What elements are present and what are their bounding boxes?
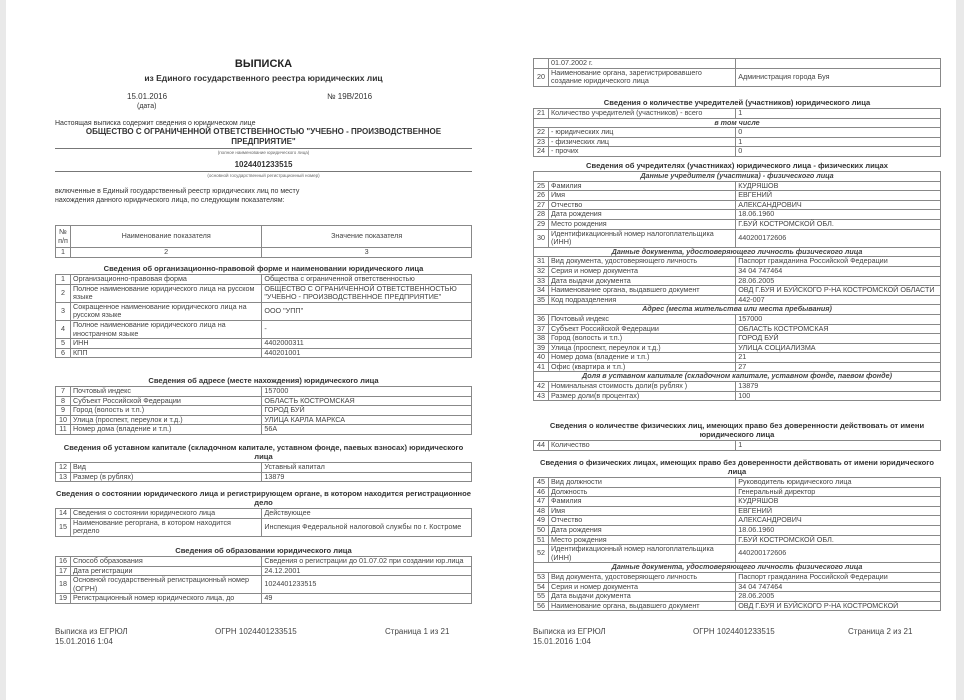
- table-row: [534, 601, 941, 611]
- row-value: Г.БУЙ КОСТРОМСКОЙ ОБЛ.: [736, 219, 941, 229]
- row-number: 1: [56, 275, 71, 285]
- header-num-1: 1: [56, 248, 71, 258]
- row-number: 33: [534, 276, 549, 286]
- table-row: [534, 572, 941, 582]
- row-value: Инспекция Федеральной налоговой службы по г. Костроме: [262, 518, 472, 536]
- extract-date: 15.01.2016: [127, 92, 168, 101]
- table-subheader: в том числе: [534, 118, 941, 128]
- row-value: 157000: [262, 387, 472, 397]
- table-row: [534, 137, 941, 147]
- row-number: 7: [56, 387, 71, 397]
- row-value: -: [262, 320, 472, 338]
- row-value: 24.12.2001: [262, 566, 472, 576]
- row-number: 23: [534, 137, 549, 147]
- row-number: 47: [534, 497, 549, 507]
- row-value: ГОРОД БУЙ: [736, 334, 941, 344]
- table-subheader: Адрес (места жительства или места пребывания): [534, 305, 941, 315]
- row-label: Отчество: [549, 516, 736, 526]
- table-row: [534, 478, 941, 488]
- document-subtitle: из Единого государственного реестра юридических лиц: [144, 73, 383, 83]
- row-number: 13: [56, 472, 71, 482]
- row-value: 13879: [262, 472, 472, 482]
- row-label: - физических лиц: [549, 137, 736, 147]
- table-row: [534, 219, 941, 229]
- row-value: 100: [736, 391, 941, 401]
- row-label: Наименование органа, выдавшего документ: [549, 601, 736, 611]
- table-row: [56, 275, 472, 285]
- table-row: [534, 68, 941, 86]
- document-page-2: [533, 0, 941, 700]
- row-value: 34 04 747464: [736, 582, 941, 592]
- section-title: Сведения об уставном капитале (складочном капитале, уставном фонде, паевых взносах) юридического лица: [63, 443, 464, 461]
- table-row: [534, 229, 941, 247]
- row-value: 28.06.2005: [736, 276, 941, 286]
- row-number: 15: [56, 518, 71, 536]
- row-number: 38: [534, 334, 549, 344]
- row-number: 3: [56, 302, 71, 320]
- row-label: Имя: [549, 191, 736, 201]
- row-label: Наименование органа, выдавшего документ: [549, 286, 736, 296]
- extract-date-hint: (дата): [137, 103, 157, 110]
- table-row: [56, 509, 472, 519]
- footer-source: [533, 627, 606, 647]
- table-subheader: Данные документа, удостоверяющего личность физического лица: [534, 563, 941, 573]
- row-number: 6: [56, 348, 71, 358]
- table-row: [534, 545, 941, 563]
- section-title: Сведения об образовании юридического лица: [175, 546, 352, 555]
- section-table: [55, 386, 472, 435]
- section: [55, 376, 472, 435]
- row-value: 49: [262, 594, 472, 604]
- table-row: [56, 348, 472, 358]
- row-number: 37: [534, 324, 549, 334]
- row-number: 27: [534, 200, 549, 210]
- row-number: 42: [534, 382, 549, 392]
- table-row: [534, 181, 941, 191]
- row-number: 28: [534, 210, 549, 220]
- row-number: 18: [56, 576, 71, 594]
- row-value: ГОРОД БУЙ: [262, 406, 472, 416]
- table-row: [56, 406, 472, 416]
- table-row: [534, 441, 941, 451]
- row-value: 21: [736, 353, 941, 363]
- table-row: [534, 191, 941, 201]
- row-label: Офис (квартира и т.п.): [549, 362, 736, 372]
- row-number: 41: [534, 362, 549, 372]
- section-table: [533, 171, 941, 401]
- row-number: 55: [534, 592, 549, 602]
- table-row: [534, 286, 941, 296]
- section-table: [55, 462, 472, 482]
- row-value: ООО "УПП": [262, 302, 472, 320]
- row-label: Организационно-правовая форма: [71, 275, 262, 285]
- table-row: [534, 147, 941, 157]
- table-row: [534, 314, 941, 324]
- row-number: 22: [534, 128, 549, 138]
- table-row: [56, 463, 472, 473]
- table-subheader: Доля в уставном капитале (складочном капитале, уставном фонде, паевом фонде): [534, 372, 941, 382]
- row-value: 28.06.2005: [736, 592, 941, 602]
- company-name-line1: ОБЩЕСТВО С ОГРАНИЧЕННОЙ ОТВЕТСТВЕННОСТЬЮ "УЧЕБНО - ПРОИЗВОДСТВЕННОЕ: [85, 127, 442, 136]
- table-row: [534, 382, 941, 392]
- row-value: 18.06.1960: [736, 525, 941, 535]
- row-number: 56: [534, 601, 549, 611]
- row-label: Наименование органа, зарегистрировавшего создание юридического лица: [549, 68, 736, 86]
- section-table: [55, 556, 472, 604]
- row-label: Дата рождения: [549, 210, 736, 220]
- row-number: 44: [534, 441, 549, 451]
- row-label: Код подразделения: [549, 295, 736, 305]
- header-num-3: 3: [262, 248, 472, 258]
- row-label: 01.07.2002 г.: [549, 59, 736, 69]
- company-name-hint: (полное наименование юридического лица): [217, 150, 310, 155]
- row-label: Место рождения: [549, 219, 736, 229]
- row-number: 4: [56, 320, 71, 338]
- table-subheader: Данные документа, удостоверяющего личность физического лица: [534, 247, 941, 257]
- section-table: [533, 477, 941, 611]
- row-label: Имя: [549, 506, 736, 516]
- row-label: Способ образования: [71, 557, 262, 567]
- row-label: - прочих: [549, 147, 736, 157]
- table-row: [534, 353, 941, 363]
- row-value: Сведения о регистрации до 01.07.02 при создании юр.лица: [262, 557, 472, 567]
- row-value: АЛЕКСАНДРОВИЧ: [736, 516, 941, 526]
- row-value: Г.БУЙ КОСТРОМСКОЙ ОБЛ.: [736, 535, 941, 545]
- table-subheader-row: [534, 305, 941, 315]
- table-row: [56, 284, 472, 302]
- row-number: 35: [534, 295, 549, 305]
- row-value: 27: [736, 362, 941, 372]
- row-number: 10: [56, 415, 71, 425]
- row-label: Почтовый индекс: [549, 314, 736, 324]
- row-value: ОВД Г.БУЯ И БУЙСКОГО Р-НА КОСТРОМСКОЙ ОБЛАСТИ: [736, 286, 941, 296]
- row-label: Сведения о состоянии юридического лица: [71, 509, 262, 519]
- row-label: Должность: [549, 487, 736, 497]
- row-label: Номер дома (владение и т.п.): [71, 425, 262, 435]
- row-value: 157000: [736, 314, 941, 324]
- row-value: 1: [736, 109, 941, 119]
- row-number: [534, 59, 549, 69]
- row-number: 52: [534, 545, 549, 563]
- section: [533, 98, 941, 157]
- row-value: УЛИЦА КАРЛА МАРКСА: [262, 415, 472, 425]
- row-value: Паспорт гражданина Российской Федерации: [736, 572, 941, 582]
- section-title: Сведения о количестве учредителей (участников) юридического лица: [603, 98, 871, 107]
- row-label: Полное наименование юридического лица на иностранном языке: [71, 320, 262, 338]
- row-number: 11: [56, 425, 71, 435]
- footer-page-number: Страница 1 из 21: [385, 627, 450, 636]
- table-row: [56, 557, 472, 567]
- row-label: ИНН: [71, 339, 262, 349]
- row-value: АЛЕКСАНДРОВИЧ: [736, 200, 941, 210]
- row-value: 440201001: [262, 348, 472, 358]
- row-label: Место рождения: [549, 535, 736, 545]
- row-label: Дата выдачи документа: [549, 276, 736, 286]
- table-row: [56, 387, 472, 397]
- table-row: [534, 391, 941, 401]
- row-number: 54: [534, 582, 549, 592]
- row-value: 1: [736, 441, 941, 451]
- row-label: Улица (проспект, переулок и т.д.): [71, 415, 262, 425]
- table-row: [56, 518, 472, 536]
- row-label: Вид документа, удостоверяющего личность: [549, 257, 736, 267]
- table-row: [56, 472, 472, 482]
- table-row: [534, 487, 941, 497]
- row-number: 51: [534, 535, 549, 545]
- section: [533, 458, 941, 611]
- row-number: 31: [534, 257, 549, 267]
- row-value: 56А: [262, 425, 472, 435]
- row-number: 9: [56, 406, 71, 416]
- row-label: Город (волость и т.п.): [71, 406, 262, 416]
- row-label: Почтовый индекс: [71, 387, 262, 397]
- row-value: ЕВГЕНИЙ: [736, 191, 941, 201]
- table-subheader: Данные учредителя (участника) - физического лица: [534, 172, 941, 182]
- row-value: 442-007: [736, 295, 941, 305]
- row-label: Фамилия: [549, 497, 736, 507]
- header-col-number: № п/п: [56, 226, 71, 248]
- row-value: Уставный капитал: [262, 463, 472, 473]
- row-value: 0: [736, 147, 941, 157]
- section-table: [55, 274, 472, 358]
- row-number: 48: [534, 506, 549, 516]
- section-title: Сведения об организационно-правовой форме и наименовании юридического лица: [103, 264, 424, 273]
- footer-source-label: Выписка из ЕГРЮЛ: [55, 627, 128, 636]
- table-row: [56, 576, 472, 594]
- row-number: 36: [534, 314, 549, 324]
- row-number: 16: [56, 557, 71, 567]
- row-number: 30: [534, 229, 549, 247]
- ogrn-value: 1024401233515: [55, 160, 472, 172]
- section: [533, 161, 941, 401]
- row-label: Вид: [71, 463, 262, 473]
- row-number: 40: [534, 353, 549, 363]
- included-text-line2: нахождения данного юридического лица, по следующим показателям:: [55, 197, 285, 204]
- row-value: [736, 59, 941, 69]
- row-label: Фамилия: [549, 181, 736, 191]
- row-value: КУДРЯШОВ: [736, 497, 941, 507]
- table-row: [534, 257, 941, 267]
- table-row: [534, 497, 941, 507]
- footer-source: [55, 627, 128, 647]
- row-label: Улица (проспект, переулок и т.д.): [549, 343, 736, 353]
- section-table: [533, 58, 941, 87]
- row-label: Субъект Российской Федерации: [71, 396, 262, 406]
- table-row: [534, 525, 941, 535]
- row-label: Сокращенное наименование юридического лица на русском языке: [71, 302, 262, 320]
- row-value: Администрация города Буя: [736, 68, 941, 86]
- section-title: Сведения о количестве физических лиц, имеющих право без доверенности действовать от имени юридического лица: [549, 421, 925, 439]
- header-num-2: 2: [71, 248, 262, 258]
- row-label: КПП: [71, 348, 262, 358]
- row-number: 32: [534, 266, 549, 276]
- row-number: 45: [534, 478, 549, 488]
- table-row: [56, 339, 472, 349]
- row-label: Идентификационный номер налогоплательщика (ИНН): [549, 545, 736, 563]
- row-value: ОБЛАСТЬ КОСТРОМСКАЯ: [736, 324, 941, 334]
- section-title: Сведения о состоянии юридического лица и регистрирующем органе, в котором находится регистрационное дело: [55, 489, 471, 507]
- row-number: 8: [56, 396, 71, 406]
- scan-edge-left: [0, 0, 6, 700]
- section-table: [55, 508, 472, 537]
- row-label: Основной государственный регистрационный номер (ОГРН): [71, 576, 262, 594]
- row-label: Размер доли(в процентах): [549, 391, 736, 401]
- row-number: 17: [56, 566, 71, 576]
- row-value: 4402000311: [262, 339, 472, 349]
- section-title: Сведения об учредителях (участниках) юридического лица - физических лицах: [586, 161, 888, 170]
- row-label: Субъект Российской Федерации: [549, 324, 736, 334]
- intro-text: Настоящая выписка содержит сведения о юридическом лице: [55, 120, 256, 127]
- row-number: 53: [534, 572, 549, 582]
- table-row: [56, 425, 472, 435]
- header-table: [55, 225, 472, 258]
- row-number: 49: [534, 516, 549, 526]
- row-value: Паспорт гражданина Российской Федерации: [736, 257, 941, 267]
- scan-edge-right: [956, 0, 964, 700]
- table-subheader-row: [534, 172, 941, 182]
- row-label: Количество учредителей (участников) - всего: [549, 109, 736, 119]
- table-row: [534, 128, 941, 138]
- header-col-name: Наименование показателя: [71, 226, 262, 248]
- row-label: Размер (в рублях): [71, 472, 262, 482]
- row-value: КУДРЯШОВ: [736, 181, 941, 191]
- table-row: [534, 334, 941, 344]
- included-text-line1: включенные в Единый государственный реестр юридических лиц по месту: [55, 188, 300, 195]
- row-number: 21: [534, 109, 549, 119]
- row-number: 24: [534, 147, 549, 157]
- document-page-1: [55, 0, 472, 700]
- row-label: Серия и номер документа: [549, 266, 736, 276]
- footer-source-label: Выписка из ЕГРЮЛ: [533, 627, 606, 636]
- row-label: Идентификационный номер налогоплательщика (ИНН): [549, 229, 736, 247]
- table-row: [534, 592, 941, 602]
- row-value: УЛИЦА СОЦИАЛИЗМА: [736, 343, 941, 353]
- row-value: ОВД Г.БУЯ И БУЙСКОГО Р-НА КОСТРОМСКОЙ: [736, 601, 941, 611]
- row-label: Полное наименование юридического лица на русском языке: [71, 284, 262, 302]
- table-row: [534, 266, 941, 276]
- section-table: [533, 440, 941, 451]
- row-value: 34 04 747464: [736, 266, 941, 276]
- section-table: [533, 108, 941, 157]
- row-number: 12: [56, 463, 71, 473]
- footer-page-number: Страница 2 из 21: [848, 627, 913, 636]
- row-number: 26: [534, 191, 549, 201]
- row-value: Общества с ограниченной ответственностью: [262, 275, 472, 285]
- row-value: Руководитель юридического лица: [736, 478, 941, 488]
- row-label: - юридических лиц: [549, 128, 736, 138]
- table-row: [534, 506, 941, 516]
- row-label: Серия и номер документа: [549, 582, 736, 592]
- row-number: 25: [534, 181, 549, 191]
- footer-ogrn: ОГРН 1024401233515: [693, 627, 775, 636]
- company-name-line2: ПРЕДПРИЯТИЕ": [55, 137, 472, 149]
- row-number: 34: [534, 286, 549, 296]
- row-number: 5: [56, 339, 71, 349]
- footer-timestamp: 15.01.2016 1:04: [533, 637, 591, 646]
- row-value: Действующее: [262, 509, 472, 519]
- table-row: [534, 59, 941, 69]
- table-row: [56, 320, 472, 338]
- row-label: Отчество: [549, 200, 736, 210]
- row-label: Вид документа, удостоверяющего личность: [549, 572, 736, 582]
- extract-number: № 19В/2016: [327, 92, 373, 101]
- section: [55, 443, 472, 482]
- section-title: Сведения об адресе (месте нахождения) юридического лица: [148, 376, 379, 385]
- row-number: 29: [534, 219, 549, 229]
- row-number: 19: [56, 594, 71, 604]
- footer-timestamp: 15.01.2016 1:04: [55, 637, 113, 646]
- table-row: [56, 302, 472, 320]
- row-value: 1024401233515: [262, 576, 472, 594]
- document-title: ВЫПИСКА: [234, 58, 293, 70]
- row-label: Город (волость и т.п.): [549, 334, 736, 344]
- row-label: Дата регистрации: [71, 566, 262, 576]
- section-title: Сведения о физических лицах, имеющих право без доверенности действовать от имени юридического лица: [540, 458, 934, 476]
- row-value: 440200172606: [736, 545, 941, 563]
- row-number: 50: [534, 525, 549, 535]
- row-label: Наименование регоргана, в котором находится регдело: [71, 518, 262, 536]
- row-number: 39: [534, 343, 549, 353]
- header-col-value: Значение показателя: [262, 226, 472, 248]
- section: [55, 546, 472, 604]
- row-label: Дата выдачи документа: [549, 592, 736, 602]
- row-label: Количество: [549, 441, 736, 451]
- row-value: 13879: [736, 382, 941, 392]
- row-number: 46: [534, 487, 549, 497]
- row-number: 20: [534, 68, 549, 86]
- row-value: ОБЩЕСТВО С ОГРАНИЧЕННОЙ ОТВЕТСТВЕННОСТЬЮ "УЧЕБНО - ПРОИЗВОДСТВЕННОЕ ПРЕДПРИЯТИЕ": [262, 284, 472, 302]
- row-label: Дата рождения: [549, 525, 736, 535]
- row-number: 43: [534, 391, 549, 401]
- table-row: [56, 594, 472, 604]
- row-value: 1: [736, 137, 941, 147]
- section: [533, 421, 941, 451]
- section: [533, 58, 941, 87]
- table-subheader-row: [534, 563, 941, 573]
- row-label: Номер дома (владение и т.п.): [549, 353, 736, 363]
- row-value: 18.06.1960: [736, 210, 941, 220]
- row-label: Номинальная стоимость доли(в рублях ): [549, 382, 736, 392]
- row-value: ОБЛАСТЬ КОСТРОМСКАЯ: [262, 396, 472, 406]
- section: [55, 264, 472, 358]
- footer-ogrn: ОГРН 1024401233515: [215, 627, 297, 636]
- ogrn-hint: (основной государственный регистрационный номер): [207, 173, 320, 178]
- row-value: Генеральный директор: [736, 487, 941, 497]
- row-number: 14: [56, 509, 71, 519]
- row-value: 0: [736, 128, 941, 138]
- section: [55, 489, 472, 537]
- table-row: [534, 109, 941, 119]
- row-label: Вид должности: [549, 478, 736, 488]
- row-number: 2: [56, 284, 71, 302]
- row-label: Регистрационный номер юридического лица, до: [71, 594, 262, 604]
- row-value: ЕВГЕНИЙ: [736, 506, 941, 516]
- row-value: 440200172606: [736, 229, 941, 247]
